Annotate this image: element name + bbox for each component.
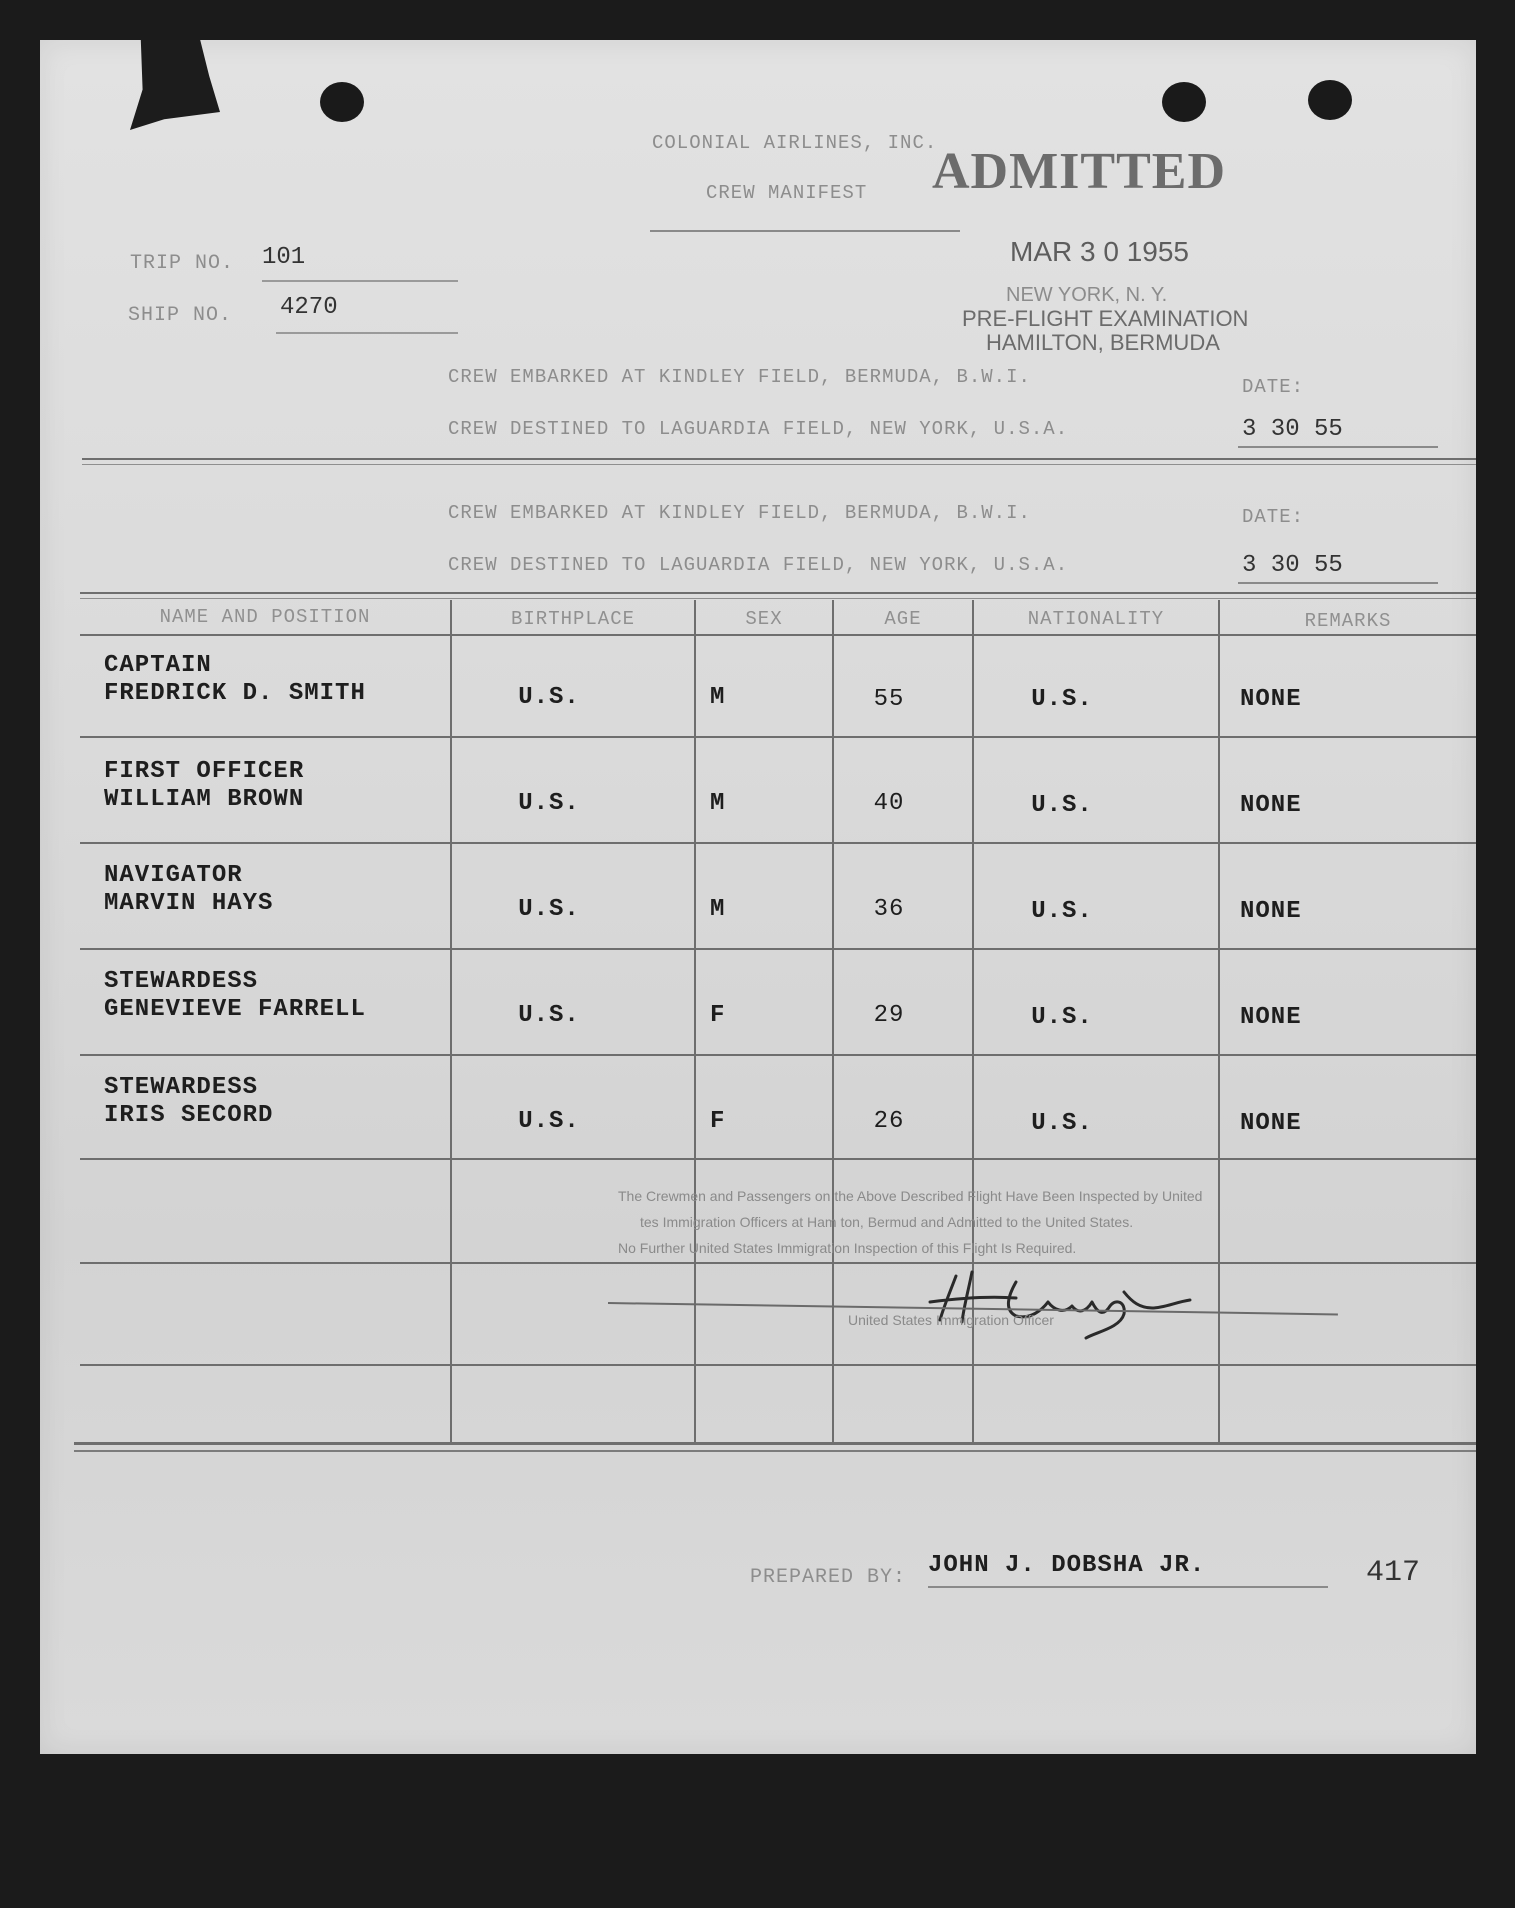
row-4-sex: F [710,1002,726,1029]
row-divider-3 [80,948,1476,950]
row-3-name: MARVIN HAYS [104,890,274,917]
ship-underline [276,332,458,334]
row-1-position: CAPTAIN [104,652,212,679]
route-1-date-underline [1238,446,1438,448]
inspection-text-3: No Further United States Immigration Inspection of this Flight Is Required. [618,1240,1077,1256]
row-1-name: FREDRICK D. SMITH [104,680,366,707]
table-top-rule-b [80,598,1476,599]
route-1-date-label: DATE: [1242,376,1305,398]
trip-label: TRIP NO. [130,252,235,275]
row-2-nationality: U.S. [1031,792,1093,819]
prepared-by-underline [928,1586,1328,1588]
row-1-nationality: U.S. [1031,686,1093,713]
prepared-by-label: PREPARED BY: [750,1566,907,1589]
stamp-date: MAR 3 0 1955 [1010,236,1189,267]
stamp-location: HAMILTON, BERMUDA [986,330,1220,355]
route-2-date: 3 30 55 [1242,552,1343,579]
row-1-remarks: NONE [1240,686,1302,713]
prepared-by-name: JOHN J. DOBSHA JR. [928,1552,1206,1579]
route-2-destined: CREW DESTINED TO LAGUARDIA FIELD, NEW YORK, U.S.A. [448,554,1069,576]
route-divider-1 [82,458,1476,460]
manifest-page [40,40,1476,1754]
row-5-age: 26 [873,1108,905,1135]
table-bottom-rule-b [74,1450,1476,1452]
row-5-position: STEWARDESS [104,1074,259,1101]
row-2-sex: M [710,790,726,817]
trip-underline [262,280,458,282]
immigration-officer-signature [920,1262,1220,1342]
col-header-sex: SEX [745,608,783,630]
inspection-text-2: tes Immigration Officers at Ham ton, Bermud and Admitted to the United States. [640,1214,1134,1230]
route-divider-1b [82,464,1476,465]
form-title: CREW MANIFEST [706,182,868,204]
row-3-remarks: NONE [1240,898,1302,925]
table-bottom-rule [74,1442,1476,1445]
punch-hole-left [320,82,364,122]
trip-number: 101 [262,244,306,271]
route-2-embarked: CREW EMBARKED AT KINDLEY FIELD, BERMUDA, B.W.I. [448,502,1031,524]
inspection-text-1: The Crewmen and Passengers on the Above Described Flight Have Been Inspected by United [618,1188,1203,1204]
route-1-embarked: CREW EMBARKED AT KINDLEY FIELD, BERMUDA, B.W.I. [448,366,1031,388]
row-5-birthplace: U.S. [518,1108,580,1135]
row-3-birthplace: U.S. [518,896,580,923]
col-header-remarks: REMARKS [1304,610,1392,632]
row-3-nationality: U.S. [1031,898,1093,925]
row-divider-6 [80,1262,1476,1264]
row-divider-7 [80,1364,1476,1366]
route-2-date-label: DATE: [1242,506,1305,528]
page-number: 417 [1366,1556,1421,1590]
header-bottom-rule [80,634,1476,636]
punch-hole-right-2 [1308,80,1352,120]
row-2-birthplace: U.S. [518,790,580,817]
punch-hole-right-1 [1162,82,1206,122]
col-header-birthplace: BIRTHPLACE [510,608,636,630]
col-header-name: NAME AND POSITION [159,606,371,628]
row-divider-2 [80,842,1476,844]
tape-mark [130,40,220,130]
row-4-name: GENEVIEVE FARRELL [104,996,366,1023]
row-2-name: WILLIAM BROWN [104,786,305,813]
row-1-age: 55 [873,686,905,713]
row-4-nationality: U.S. [1031,1004,1093,1031]
admitted-stamp: ADMITTED [932,143,1227,200]
row-4-position: STEWARDESS [104,968,259,995]
table-top-rule [80,592,1476,594]
stamp-exam: PRE-FLIGHT EXAMINATION [962,306,1249,331]
row-divider-1 [80,736,1476,738]
row-5-name: IRIS SECORD [104,1102,274,1129]
route-2-date-underline [1238,582,1438,584]
route-1-destined: CREW DESTINED TO LAGUARDIA FIELD, NEW YORK, U.S.A. [448,418,1069,440]
ship-label: SHIP NO. [128,304,233,327]
row-3-sex: M [710,896,726,923]
row-1-birthplace: U.S. [518,684,580,711]
row-5-sex: F [710,1108,726,1135]
col-header-nationality: NATIONALITY [1027,608,1165,630]
company-name: COLONIAL AIRLINES, INC. [652,132,938,154]
col-header-age: AGE [884,608,922,630]
row-4-remarks: NONE [1240,1004,1302,1031]
row-3-age: 36 [873,896,905,923]
row-2-age: 40 [873,790,905,817]
route-1-date: 3 30 55 [1242,416,1343,443]
row-3-position: NAVIGATOR [104,862,243,889]
row-5-remarks: NONE [1240,1110,1302,1137]
row-4-birthplace: U.S. [518,1002,580,1029]
ship-number: 4270 [280,294,338,321]
row-2-position: FIRST OFFICER [104,758,305,785]
title-underline [650,230,960,232]
officer-label: United States Immigration Officer [848,1312,1054,1328]
row-2-remarks: NONE [1240,792,1302,819]
row-5-nationality: U.S. [1031,1110,1093,1137]
row-1-sex: M [710,684,726,711]
row-4-age: 29 [873,1002,905,1029]
col-divider-2 [694,600,696,1444]
row-divider-4 [80,1054,1476,1056]
row-divider-5 [80,1158,1476,1160]
stamp-city: NEW YORK, N. Y. [1006,284,1168,306]
